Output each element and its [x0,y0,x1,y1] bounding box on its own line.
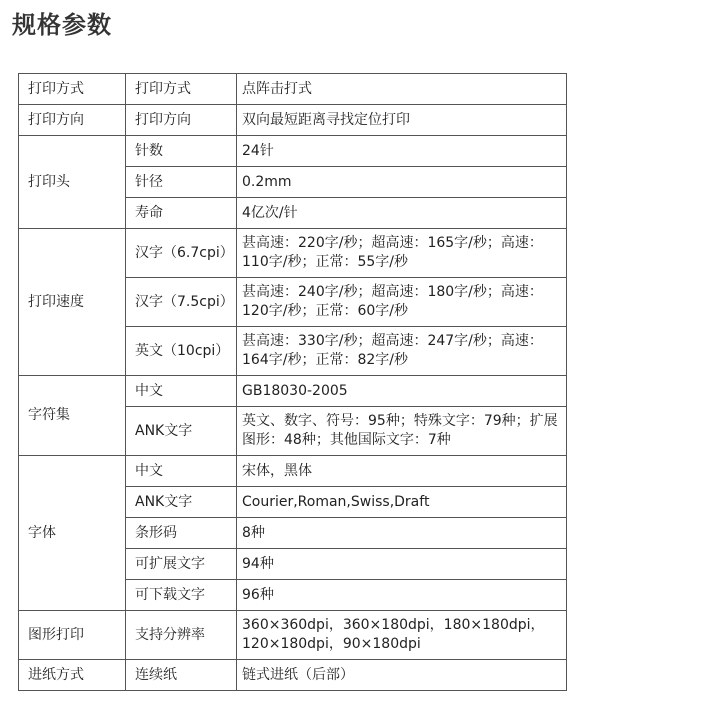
table-row [19,376,567,407]
param-value-cell: 甚高速：330字/秒；超高速：247字/秒；高速：164字/秒；正常：82字/秒 [237,327,567,376]
param-value-cell: 94种 [237,549,567,580]
group-cell: 图形打印 [19,611,126,660]
param-value-cell: GB18030-2005 [237,376,567,407]
param-name-cell: 中文 [126,456,237,487]
table-row [19,229,567,278]
param-name-cell: 英文（10cpi） [126,327,237,376]
param-value-cell: 8种 [237,518,567,549]
group-cell: 进纸方式 [19,660,126,691]
param-name-cell: 可下载文字 [126,580,237,611]
param-name-cell: 打印方向 [126,105,237,136]
param-name-cell: 连续纸 [126,660,237,691]
param-value-cell: 0.2mm [237,167,567,198]
group-cell: 打印方向 [19,105,126,136]
param-name-cell: ANK文字 [126,407,237,456]
param-name-cell: 汉字（7.5cpi） [126,278,237,327]
table-row [19,611,567,660]
param-name-cell: 可扩展文字 [126,549,237,580]
param-value-cell: 双向最短距离寻找定位打印 [237,105,567,136]
table-row [19,105,567,136]
param-value-cell: 4亿次/针 [237,198,567,229]
group-cell: 打印方式 [19,74,126,105]
group-cell: 字符集 [19,376,126,456]
param-name-cell: 打印方式 [126,74,237,105]
param-value-cell: 链式进纸（后部） [237,660,567,691]
param-value-cell: 英文、数字、符号：95种；特殊文字：79种；扩展图形：48种；其他国际文字：7种 [237,407,567,456]
param-value-cell: Courier,Roman,Swiss,Draft [237,487,567,518]
param-value-cell: 宋体，黑体 [237,456,567,487]
param-name-cell: 条形码 [126,518,237,549]
param-name-cell: ANK文字 [126,487,237,518]
page-title: 规格参数 [12,11,112,39]
param-name-cell: 寿命 [126,198,237,229]
param-value-cell: 96种 [237,580,567,611]
param-value-cell: 甚高速：240字/秒；超高速：180字/秒；高速：120字/秒；正常：60字/秒 [237,278,567,327]
param-value-cell: 24针 [237,136,567,167]
param-name-cell: 针径 [126,167,237,198]
group-cell: 打印头 [19,136,126,229]
table-row [19,136,567,167]
table-row [19,660,567,691]
group-cell: 打印速度 [19,229,126,376]
param-name-cell: 针数 [126,136,237,167]
param-value-cell: 甚高速：220字/秒；超高速：165字/秒；高速：110字/秒；正常：55字/秒 [237,229,567,278]
param-name-cell: 支持分辨率 [126,611,237,660]
table-row [19,74,567,105]
param-name-cell: 中文 [126,376,237,407]
table-row [19,456,567,487]
param-value-cell: 点阵击打式 [237,74,567,105]
param-value-cell: 360×360dpi，360×180dpi，180×180dpi，120×180dpi，90×180dpi [237,611,567,660]
group-cell: 字体 [19,456,126,611]
param-name-cell: 汉字（6.7cpi） [126,229,237,278]
spec-table [18,73,567,691]
